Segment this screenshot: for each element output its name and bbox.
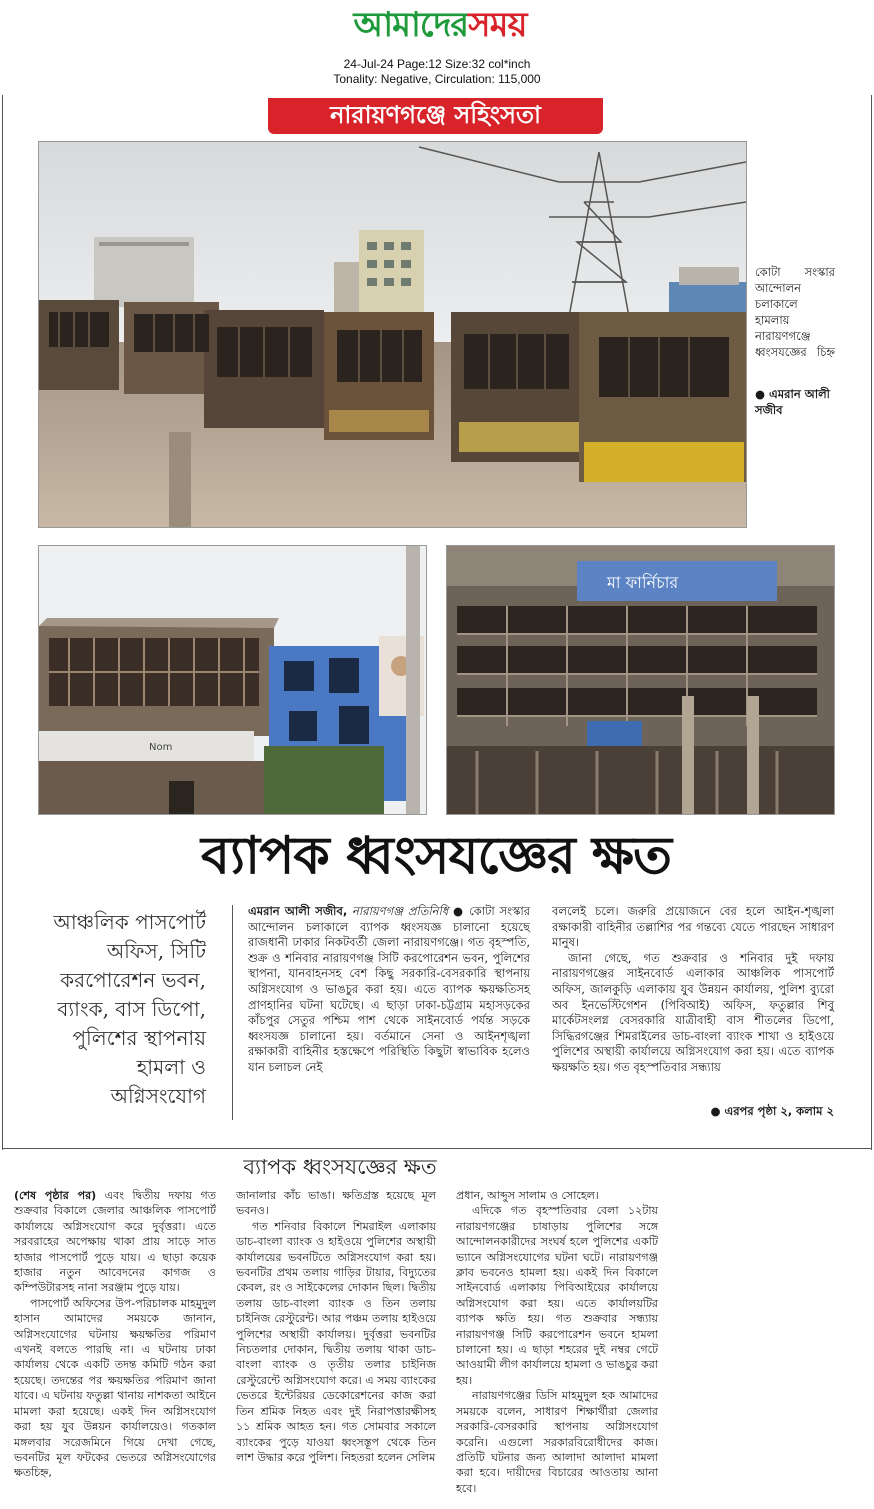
cont-col1-text: এবং দ্বিতীয় দফায় গত শুক্রবার বিকালে জেলার আঞ্চলিক পাসপোর্ট কার্যালয়ে অগ্নিসংযোগ করে দুর্বৃত্তরা। এতে সরবরাহের অপেক্ষায় থাকা প্রায় সাড়ে সাত হাজার পাসপোর্ট পুড়ে যায়। এ ছাড়া কয়েক হাজার নতুন আবেদনের কাগজ ও কম্পিউটারসহ নানা সরঞ্জাম পুড়ে যায়।: [14, 1189, 216, 1295]
bureau: নারায়ণগঞ্জ প্রতিনিধি: [352, 904, 449, 918]
article-column-1: [248, 904, 530, 1076]
section-banner: নারায়ণগঞ্জে সহিংসতা: [268, 98, 603, 134]
headline-deck: আঞ্চলিক পাসপোর্ট অফিস, সিটি করপোরেশন ভবন, ব্যাংক, বাস ডিপো, পুলিশের স্থাপনায় হামলা ও অগ্নিসংযোগ: [53, 910, 206, 1108]
article-lead-paragraph: [248, 904, 530, 1076]
burnt-office-illustration: [39, 546, 426, 814]
frame-left-line: [2, 95, 3, 1150]
clipping-meta-date: 24-Jul-24 Page:12 Size:32 col*inch: [343, 57, 531, 71]
continuation-column-1: [14, 1188, 216, 1481]
photo-burnt-office: [38, 545, 427, 815]
cont-col2-paragraph-2: গত শনিবার বিকালে শিমরাইল এলাকায় ডাচ-বাংলা ব্যাংক ও হাইওয়ে পুলিশের অস্থায়ী কার্যালয়ের ভবনটিতে অগ্নিসংযোগ করা হয়। ভবনটির প্রথম তলায় গাড়ির টায়ার, বিদ্যুতের কেবল, রং ও সাইকেলের দোকান ছিল। দ্বিতীয় তলায় ডাচ-বাংলা ব্যাংক ও তিন তলায় চাইনিজ রেস্টুরেন্ট। আর পঞ্চম তলায় হাইওয়ে পুলিশের অস্থায়ী কার্যালয়। দুর্বৃত্তরা ভবনটির নিচতলার দোকান, দ্বিতীয় তলায় থাকা ডাচ-বাংলা ব্যাংক ও তৃতীয় তলার চাইনিজ রেস্টুরেন্টে অগ্নিসংযোগ করে। এ সময় ব্যাংকের ভেতরে ইন্টেরিয়র ডেকোরেশনের কাজ করা তিন শ্রমিক নিহত এবং দুই নিরাপত্তারক্ষীসহ ১১ শ্রমিক আহত হন। গত সোমবার সকালে ব্যাংকের পুড়ে যাওয়া ধ্বংসস্তূপ থেকে তিন লাশ উদ্ধার করে পুলিশ। নিহতরা হলেন সেলিম: [236, 1219, 436, 1464]
photo3-sign: মা ফার্নিচার: [607, 573, 679, 592]
cont-col3-paragraph-3: নারায়ণগঞ্জের ডিসি মাহমুদুল হক আমাদের সময়কে বলেন, সাধারণ শিক্ষার্থীরা জেলার সরকারি-বেসরকারি স্থাপনায় অগ্নিসংযোগ করেনি। এগুলো সরকারবিরোধীদের কাজ। প্রতিটি ঘটনার জন্য আলাদা আলাদা মামলা করা হবে। দায়ীদের বিচারের আওতায় আনা হবে।: [456, 1389, 658, 1495]
photo-burnt-buses: [38, 141, 747, 528]
cont-col1-paragraph-2: পাসপোর্ট অফিসের উপ-পরিচালক মাহমুদুল হাসান আমাদের সময়কে জানান, অগ্নিসংযোগের ঘটনায় ক্ষয়ক্ষতির পরিমাণ এখনই বলতে পারছি না। এ ঘটনায় ঢাকা কার্যালয় থেকে একটি তদন্ত কমিটি গঠন করা হয়েছে। তদন্তের পর ক্ষয়ক্ষতির পরিমাণ জানা যাবে। এ ঘটনায় ফতুল্লা থানায় নাশকতা আইনে মামলা করা হয়েছে। একই দিন অগ্নিসংযোগ করা হয় যুব উন্নয়ন কার্যালয়েও। গতকাল মঙ্গলবার সরেজমিনে গিয়ে দেখা গেছে, ভবনটির মূল ফটকের ভেতরে অগ্নিসংযোগের ক্ষতচিহ্ন,: [14, 1296, 216, 1480]
byline-mark: ●: [453, 904, 465, 918]
photo2-sign: Nom: [149, 742, 173, 753]
article-column-2: [552, 904, 834, 1076]
cont-col1-paragraph-1: [14, 1188, 216, 1296]
col2-paragraph-2: জানা গেছে, গত শুক্রবার ও শনিবার দুই দফায় নারায়ণগঞ্জের সাইনবোর্ড এলাকার আঞ্চলিক পাসপোর্ট অফিস, জালকুড়ি এলাকায় যুব উন্নয়ন কার্যালয়, পুলিশ ব্যুরো অব ইনভেস্টিগেশন (পিবিআই) অফিস, ফতুল্লার শিবু মার্কেটসংলগ্ন বেসরকারি যাত্রীবাহী বাস শীতলের ডিপো, সিদ্ধিরগঞ্জের শিমরাইলের ডাচ-বাংলা ব্যাংক শাখা ও হাইওয়ে পুলিশের অস্থায়ী কার্যালয়ে অগ্নিসংযোগ করা হয়। এতে ব্যাপক ক্ষয়ক্ষতি হয়। গত বৃহস্পতিবার সন্ধ্যায়: [552, 950, 834, 1074]
section-divider: [2, 1148, 872, 1149]
cont-col2-paragraph-1: জানালার কাঁচ ভাঙা। ক্ষতিগ্রস্ত হয়েছে মূল ভবনও।: [236, 1189, 436, 1218]
clipping-meta-tonality: Tonality: Negative, Circulation: 115,000: [333, 72, 541, 86]
cont-col3-paragraph-2: এদিকে গত বৃহস্পতিবার বেলা ১২টায় নারায়ণগঞ্জের চাষাড়ায় পুলিশের সঙ্গে আন্দোলনকারীদের সংঘর্ষ হলে পুলিশের একটি ভ্যানে অগ্নিসংযোগের ঘটনা ঘটে। নারায়ণগঞ্জ ক্লাব ভবনেও হামলা হয়। একই দিন বিকালে সাইনবোর্ড এলাকায় পিবিআইয়ের কার্যালয়ে অগ্নিসংযোগ করা হয়। এতে কার্যালয়টির ব্যাপক ক্ষতি হয়। গত শুক্রবার সন্ধ্যায় নারায়ণগঞ্জ সিটি করপোরেশন ভবনে হামলা চালানো হয়। এ ছাড়া শহরের দুই নম্বর গেটে আওয়ামী লীগ কার্যালয়ে হামলা ও ভাঙচুর করা হয়।: [456, 1204, 658, 1387]
logo-part-1: আমাদের: [353, 5, 469, 45]
masthead: [0, 0, 874, 95]
main-headline: ব্যাপক ধ্বংসযজ্ঞের ক্ষত: [201, 826, 671, 886]
photo-credit: ● এমরান আলী সজীব: [755, 387, 830, 417]
frame-right-line: [871, 95, 872, 1150]
burnt-market-illustration: [447, 546, 834, 814]
continuation-headline: ব্যাপক ধ্বংসযজ্ঞের ক্ষত: [243, 1155, 437, 1179]
continuation-column-2: [236, 1188, 436, 1465]
continued-from-label: (শেষ পৃষ্ঠার পর): [14, 1189, 97, 1202]
byline: এমরান আলী সজীব,: [248, 904, 348, 918]
col2-paragraph-1: বললেই চলে। জরুরি প্রয়োজনে বের হলে আইন-শৃঙ্খলা রক্ষাকারী বাহিনীর তল্লাশির পর গন্তব্যে যেতে পারছেন সাধারণ মানুষ।: [552, 904, 834, 950]
photo-burnt-market: [446, 545, 835, 815]
newspaper-logo: [300, 2, 580, 48]
continuation-column-3: [456, 1188, 658, 1496]
cont-col3-paragraph-1: প্রধান, আব্দুস সালাম ও সোহেল।: [456, 1189, 599, 1202]
deck-divider: [232, 905, 233, 1120]
logo-part-2: সময়: [468, 5, 527, 45]
burnt-buses-illustration: [39, 142, 746, 527]
col1-text: কোটা সংস্কার আন্দোলন চলাকালে ব্যাপক ধ্বংসযজ্ঞ চালানো হয়েছে রাজধানী ঢাকার নিকটবর্তী জেলা নারায়ণগঞ্জে। গত বৃহস্পতি, শুক্র ও শনিবার নারায়ণগঞ্জ সিটি করপোরেশন ভবন, পুলিশের স্থাপনা, যানবাহনসহ বেশ কিছু সরকারি-বেসরকারি স্থাপনায় অগ্নিসংযোগ ও ভাঙচুর করা হয়। এতে ব্যাপক ক্ষয়ক্ষতিসহ প্রাণহানির ঘটনা ঘটেছে। এ ছাড়া ঢাকা-চট্টগ্রাম মহাসড়কের কাঁচপুর সেতুর পশ্চিম পাশ থেকে সাইনবোর্ড পর্যন্ত সড়কে ধ্বংসযজ্ঞ চালানো হয়। বর্তমানে সেনা ও আইনশৃঙ্খলা রক্ষাকারী বাহিনীর হস্তক্ষেপে পরিস্থিতি কিছুটা স্বাভাবিক হলেও যান চলাচল নেই: [248, 904, 531, 1074]
photo-caption: কোটা সংস্কার আন্দোলন চলাকালে হামলায় নারায়ণগঞ্জে ধ্বংসযজ্ঞের চিহ্ন: [755, 265, 835, 359]
jump-line: ● এরপর পৃষ্ঠা ২, কলাম ২: [710, 1104, 834, 1118]
